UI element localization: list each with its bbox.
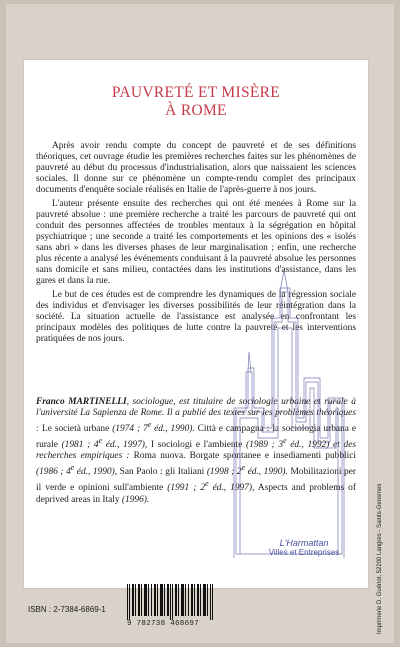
bio-date-5: (1998 ; 2 bbox=[206, 467, 242, 478]
bio-sup-1: e bbox=[147, 420, 152, 429]
publisher-logo-icon bbox=[232, 262, 350, 562]
bio-end-2: éd., 1997), bbox=[102, 440, 148, 451]
author-last-name: MARTINELLI bbox=[68, 397, 127, 407]
bio-sup-5: e bbox=[241, 463, 246, 473]
blurb-paragraph-1: Après avoir rendu compte du concept de pauvreté et de ses définitions théoriques, cet ouvrage étudie les premières recherches faites sur les phénomènes de pauvreté au début du processus d'industrialisation, alors que naissaient les sciences sociales. Il donne sur ce phénomène un compte-rendu complet des principaux documents d'enquête sociale réalisés en Italie de l'après-guerre à nos jours. bbox=[36, 141, 356, 195]
bio-empirical: et des recherches empiriques : bbox=[36, 440, 357, 462]
blurb-paragraph-3: Le but de ces études est de comprendre les dynamiques de la régression sociale des individus et d'envisager les diverses possibilités de leur réintégration dans la société. La situation actuelle de l'assistance est analysée en confrontant les principaux modèles des politiques de lutte contre la pauvreté et les interventions pratiquées de nos jours. bbox=[36, 290, 356, 344]
publisher-brand: L'Harmattan bbox=[279, 538, 329, 548]
bio-date-6: (1991 ; 2 bbox=[167, 483, 206, 494]
isbn: ISBN : 2-7384-6869-1 bbox=[28, 605, 106, 614]
bio-end-1: éd., 1990). bbox=[151, 424, 195, 435]
bio-title-4: Roma nuova. Borgate spontanee e insediamenti pubblici bbox=[129, 451, 356, 462]
bio-date-1: (1974 ; 7 bbox=[112, 424, 148, 435]
barcode-digits: 9 782738 468697 bbox=[127, 620, 200, 628]
author-first-name: Franco bbox=[36, 397, 69, 407]
bio-title-2: Città e campagna : la sociologia urbana e rurale bbox=[36, 424, 356, 451]
bio-sup-2: e bbox=[98, 436, 103, 446]
barcode-icon bbox=[126, 584, 216, 620]
bio-sup-6: e bbox=[205, 479, 209, 489]
collection-name: Villes et Entreprises bbox=[268, 548, 340, 557]
bio-end-6: éd., 1997), bbox=[208, 483, 255, 494]
blurb-paragraph-2: L'auteur présente ensuite des recherches qui ont été menées à Rome sur la pauvreté absolue : une première recherche a traité les parcours de pauvreté qui ont conduit des personnes affectées de troubles mentaux à la ségrégation en hôpital psychiatrique ; une seconde a traité les comportements et les opinions des « isolés sans abri » dans les diverses phases de leur marginalisation ; enfin, une recherche plus récente a analysé les événements conduisant à la pauvreté absolue les personnes sans domicile et sans milieu, contactées dans les institutions d'assistance, dans les gares et dans la rue. bbox=[36, 199, 356, 286]
printer-imprint: Imprimerie D. Guériot, 52200 Langres - Saints-Geosmes bbox=[377, 483, 383, 634]
bio-title-3: I sociologi e l'ambiente bbox=[147, 440, 247, 451]
bio-end-3: éd., 1992) bbox=[286, 440, 330, 451]
bio-title-5: San Paolo : gli Italiani bbox=[117, 467, 207, 478]
title-line-2: À ROME bbox=[165, 102, 227, 119]
bio-date-3: (1989 ; 3 bbox=[246, 440, 284, 451]
book-title bbox=[24, 84, 368, 120]
bio-title-6: Mobilitazioni per il verde e opinioni sull'ambiente bbox=[36, 467, 356, 494]
bio-intro: , sociologue, est titulaire de sociologie urbaine et rurale à l'université La Sapienza de Rome. Il a publié des textes sur les problèmes théoriques : bbox=[36, 397, 356, 435]
bio-sup-3: e bbox=[283, 436, 287, 446]
bio-sup-4: e bbox=[70, 463, 75, 473]
bio-title-7: Aspects and problems of deprived areas in Italy bbox=[36, 483, 356, 505]
publisher-caption bbox=[254, 539, 354, 557]
bio-end-4: éd., 1990), bbox=[74, 467, 118, 478]
title-line-1: PAUVRETÉ ET MISÈRE bbox=[111, 84, 281, 101]
bio-date-2: (1981 ; 4 bbox=[61, 440, 99, 451]
bio-date-4: (1986 ; 4 bbox=[36, 467, 71, 478]
bio-title-1: Le società urbane bbox=[39, 424, 113, 435]
bio-end-5: éd., 1990). bbox=[245, 467, 288, 478]
bio-date-7: (1996). bbox=[121, 494, 150, 505]
